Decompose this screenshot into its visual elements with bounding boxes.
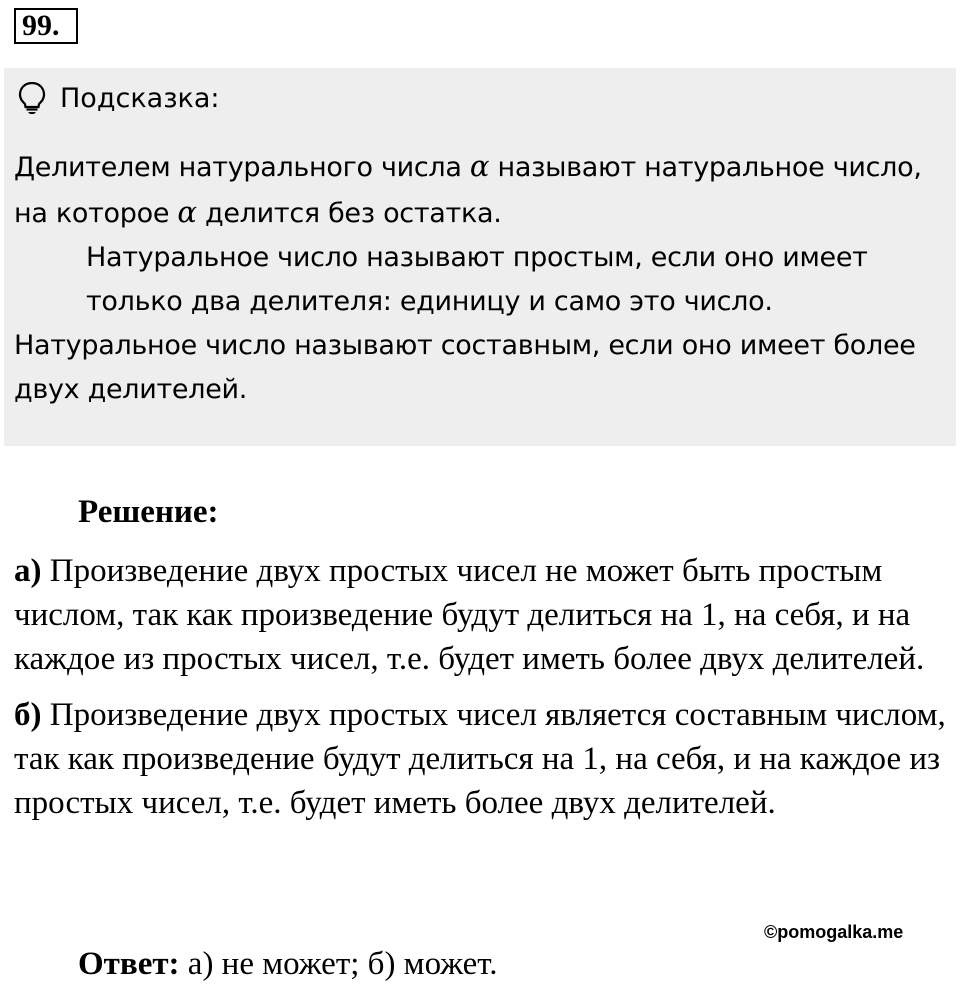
hint-text: [14, 144, 950, 412]
solution-part-a: [14, 549, 949, 681]
task-number: 99.: [14, 8, 78, 44]
answer-text: а) не может; б) может.: [179, 946, 498, 982]
alpha-symbol: α: [469, 149, 490, 183]
lightbulb-icon: [18, 81, 46, 115]
hint-box: [4, 68, 956, 446]
alpha-symbol: α: [177, 195, 197, 229]
hint-paragraph-2: Натуральное число называют простым, если оно имеет только два делителя: единицу и само это число.: [86, 242, 868, 317]
part-a-text: Произведение двух простых чисел не может быть простым числом, так как произведение будут делиться на 1, на себя, и на каждое из простых чисел, т.е. будет иметь более двух делителей.: [14, 553, 925, 677]
answer-label: Ответ:: [78, 946, 180, 982]
hint-text-part: Делителем натурального числа: [14, 152, 470, 183]
hint-paragraph-1: [14, 144, 950, 236]
part-a-label: а): [14, 553, 42, 589]
watermark: ©pomogalka.me: [764, 922, 904, 942]
hint-title: Подсказка:: [60, 82, 220, 114]
hint-paragraph-3: Натуральное число называют составным, если оно имеет более двух делителей.: [14, 330, 916, 405]
solution-part-b: [14, 693, 949, 825]
solution-heading: Решение:: [78, 494, 219, 530]
solution: [14, 490, 949, 837]
answer: [78, 942, 497, 986]
part-b-label: б): [14, 697, 42, 733]
hint-text-part: делится без остатка.: [196, 198, 502, 229]
hint-header: [18, 80, 220, 116]
hint-text-part: называют натуральное число, на которое: [14, 152, 922, 229]
part-b-text: Произведение двух простых чисел является составным числом, так как произведение будут делиться на 1, на себя, и на каждое из простых чисел, т.е. будет иметь более двух делителей.: [14, 697, 946, 821]
